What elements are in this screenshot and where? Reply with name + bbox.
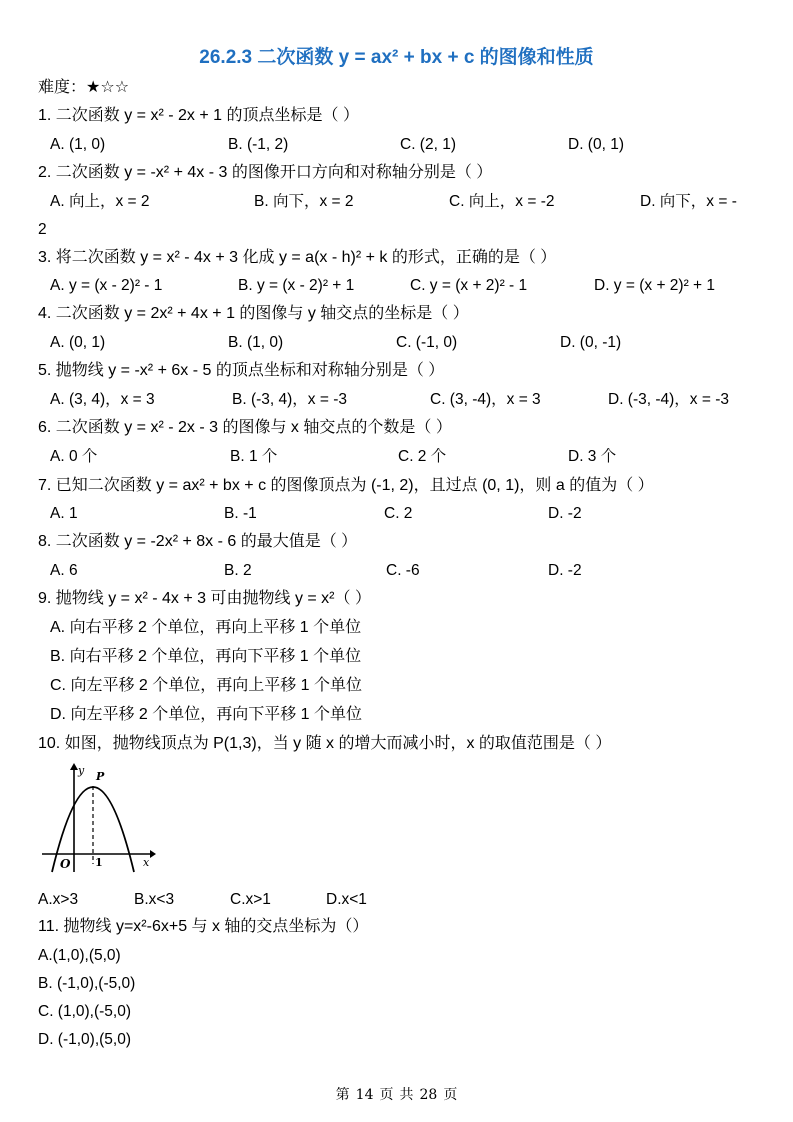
q2-option-c: C. 向上，x = -2	[449, 193, 555, 210]
footer-text: 第	[335, 1087, 350, 1103]
footer-text: 共	[399, 1087, 414, 1103]
q6-option-d: D. 3 个	[568, 448, 617, 465]
q6-option-c: C. 2 个	[398, 448, 447, 465]
q2-option-a: A. 向上，x = 2	[50, 193, 150, 210]
question-8-stem: 8. 二次函数 y = -2x² + 8x - 6 的最大值是（ ）	[38, 533, 358, 550]
q11-option-c: C. (1,0),(-5,0)	[38, 1003, 132, 1020]
q6-option-a: A. 0 个	[50, 448, 98, 465]
q1-option-b: B. (-1, 2)	[228, 136, 289, 153]
q5-option-d: D. (-3, -4)，x = -3	[608, 391, 730, 408]
x-axis-label: x	[143, 856, 150, 869]
q8-option-c: C. -6	[386, 562, 420, 579]
q9-option-d: D. 向左平移 2 个单位，再向下平移 1 个单位	[50, 706, 363, 723]
q9-option-b: B. 向右平移 2 个单位，再向下平移 1 个单位	[50, 648, 362, 665]
q6-option-b: B. 1 个	[230, 448, 278, 465]
q11-option-a: A.(1,0),(5,0)	[38, 947, 121, 964]
footer-text: 页	[379, 1087, 394, 1103]
current-page-number: 14	[355, 1087, 374, 1103]
total-pages-number: 28	[419, 1087, 438, 1103]
question-2-stem: 2. 二次函数 y = -x² + 4x - 3 的图像开口方向和对称轴分别是（ ）	[38, 164, 493, 181]
question-7-stem: 7. 已知二次函数 y = ax² + bx + c 的图像顶点为 (-1, 2)，且过点 (0, 1)，则 a 的值为（ ）	[38, 477, 654, 494]
q10-option-a: A.x>3	[38, 891, 79, 908]
question-6-stem: 6. 二次函数 y = x² - 2x - 3 的图像与 x 轴交点的个数是（ ）	[38, 419, 452, 436]
question-5-stem: 5. 抛物线 y = -x² + 6x - 5 的顶点坐标和对称轴分别是（ ）	[38, 362, 445, 379]
q4-option-a: A. (0, 1)	[50, 334, 106, 351]
q5-option-c: C. (3, -4)，x = 3	[430, 391, 541, 408]
q8-option-a: A. 6	[50, 562, 78, 579]
q9-option-a: A. 向右平移 2 个单位，再向上平移 1 个单位	[50, 619, 362, 636]
q1-option-a: A. (1, 0)	[50, 136, 106, 153]
q8-option-b: B. 2	[224, 562, 252, 579]
parabola-figure	[38, 760, 158, 880]
q7-option-c: C. 2	[384, 505, 413, 522]
q3-option-b: B. y = (x - 2)² + 1	[238, 277, 355, 294]
footer-text: 页	[443, 1087, 458, 1103]
q2-option-d: D. 向下，x = -	[640, 193, 737, 210]
q3-option-a: A. y = (x - 2)² - 1	[50, 277, 163, 294]
q3-option-c: C. y = (x + 2)² - 1	[410, 277, 528, 294]
question-3-stem: 3. 将二次函数 y = x² - 4x + 3 化成 y = a(x - h)² + k 的形式，正确的是（ ）	[38, 249, 557, 266]
q3-option-d: D. y = (x + 2)² + 1	[594, 277, 716, 294]
question-11-stem: 11. 抛物线 y=x²-6x+5 与 x 轴的交点坐标为（）	[38, 918, 369, 935]
vertex-label: P	[96, 770, 105, 783]
q8-option-d: D. -2	[548, 562, 582, 579]
q2-option-b: B. 向下，x = 2	[254, 193, 354, 210]
q2-option-d-wrap: 2	[38, 221, 47, 238]
y-axis-label: y	[78, 764, 85, 777]
q1-option-c: C. (2, 1)	[400, 136, 456, 153]
q4-option-c: C. (-1, 0)	[396, 334, 458, 351]
q4-option-d: D. (0, -1)	[560, 334, 622, 351]
q10-option-c: C.x>1	[230, 891, 271, 908]
q9-option-c: C. 向左平移 2 个单位，再向上平移 1 个单位	[50, 677, 363, 694]
difficulty-rating: 难度：★☆☆	[38, 79, 130, 96]
origin-label: O	[60, 857, 71, 871]
q5-option-a: A. (3, 4)，x = 3	[50, 391, 155, 408]
q7-option-d: D. -2	[548, 505, 582, 522]
question-9-stem: 9. 抛物线 y = x² - 4x + 3 可由抛物线 y = x²（ ）	[38, 590, 371, 607]
question-10-stem: 10. 如图，抛物线顶点为 P(1,3)，当 y 随 x 的增大而减小时，x 的取值范围是（ ）	[38, 735, 612, 752]
q10-option-b: B.x<3	[134, 891, 175, 908]
q5-option-b: B. (-3, 4)，x = -3	[232, 391, 347, 408]
question-4-stem: 4. 二次函数 y = 2x² + 4x + 1 的图像与 y 轴交点的坐标是（ ）	[38, 305, 469, 322]
q11-option-d: D. (-1,0),(5,0)	[38, 1031, 132, 1048]
y-axis-arrow	[70, 763, 78, 770]
q4-option-b: B. (1, 0)	[228, 334, 284, 351]
page-footer	[0, 1084, 793, 1104]
page-title: 26.2.3 二次函数 y = ax² + bx + c 的图像和性质	[199, 47, 594, 68]
q10-option-d: D.x<1	[326, 891, 367, 908]
question-1-stem: 1. 二次函数 y = x² - 2x + 1 的顶点坐标是（ ）	[38, 107, 359, 124]
q7-option-b: B. -1	[224, 505, 257, 522]
q7-option-a: A. 1	[50, 505, 78, 522]
q11-option-b: B. (-1,0),(-5,0)	[38, 975, 136, 992]
tick-one-label: 1	[95, 856, 103, 869]
q1-option-d: D. (0, 1)	[568, 136, 624, 153]
x-axis-arrow	[150, 850, 156, 858]
